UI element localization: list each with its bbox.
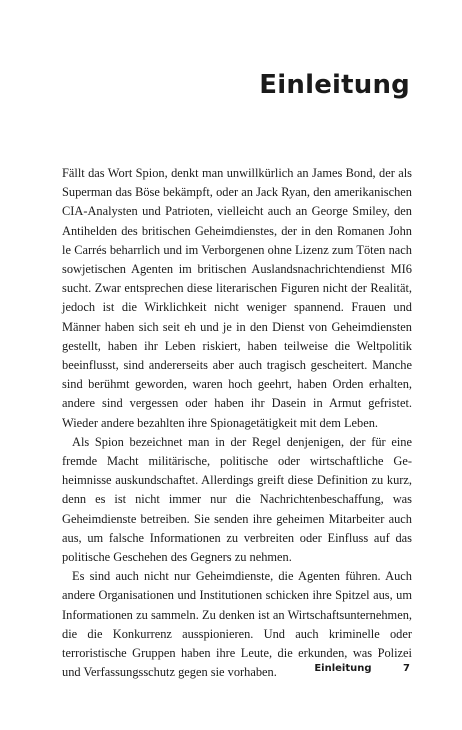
paragraph-2: Als Spion bezeichnet man in der Regel denjenigen, der für eine fremde Macht militärische, politische oder wirtschaftliche Geheimnisse auskundschaftet. Allerdings greift diese Definition zu kurz, denn es ist nicht immer nur die Nachrichtenbeschaffung, was Geheimdienste betreiben. Sie senden ihre geheimen Mitarbeiter auch aus, um falsche Informationen zu verbreiten oder Einfluss auf das politische Geschehen des Gegners zu nehmen. — [62, 434, 412, 565]
running-footer — [314, 663, 410, 674]
page-number: 7 — [403, 663, 410, 674]
footer-running-title: Einleitung — [314, 663, 372, 674]
paragraph-1: Fällt das Wort Spion, denkt man unwillkürlich an James Bond, der als Superman das Böse bekämpft, oder an Jack Ryan, den amerikanischen CIA-Analysten und Patrioten, vielleicht auch an George Smiley, den Antihelden des britischen Geheimdienstes, der in den Romanen John le Carrés beharrlich und im Verborgenen ohne Lizenz zum Töten nach sowjetischen Agenten im britischen Auslandsnachrichtendienst MI6 sucht. Zwar entsprechen diese literarischen Figuren nicht der Realität, jedoch ist die Wirklichkeit nicht weniger spannend. Frauen und Männer haben sich seit eh und je in den Dienst von Geheimdiensten gestellt, haben ihr Leben riskiert, haben teilweise die Weltpolitik beeinflusst, sind andererseits aber auch tragisch gescheitert. Manche sind berühmt geworden, waren hoch geehrt, haben Orden erhalten, andere sind vergessen oder haben ihr Dasein in Armut gefristet. Wieder andere bezahlten ihre Spionagetätigkeit mit dem Leben. — [62, 166, 412, 430]
chapter-title: Einleitung — [259, 70, 410, 100]
paragraph-3: Es sind auch nicht nur Geheimdienste, die Agenten führen. Auch andere Organisationen und Institutionen schicken ihre Spitzel aus, um Informationen zu sammeln. Zu denken ist an Wirtschaftsunternehmen, die die Konkurrenz ausspionieren. Und auch kriminelle oder terroristische Gruppen haben ihre Leute, die erkunden, was Polizei und Verfassungsschutz gegen sie vorhaben. — [62, 569, 412, 680]
body-text — [62, 164, 412, 682]
